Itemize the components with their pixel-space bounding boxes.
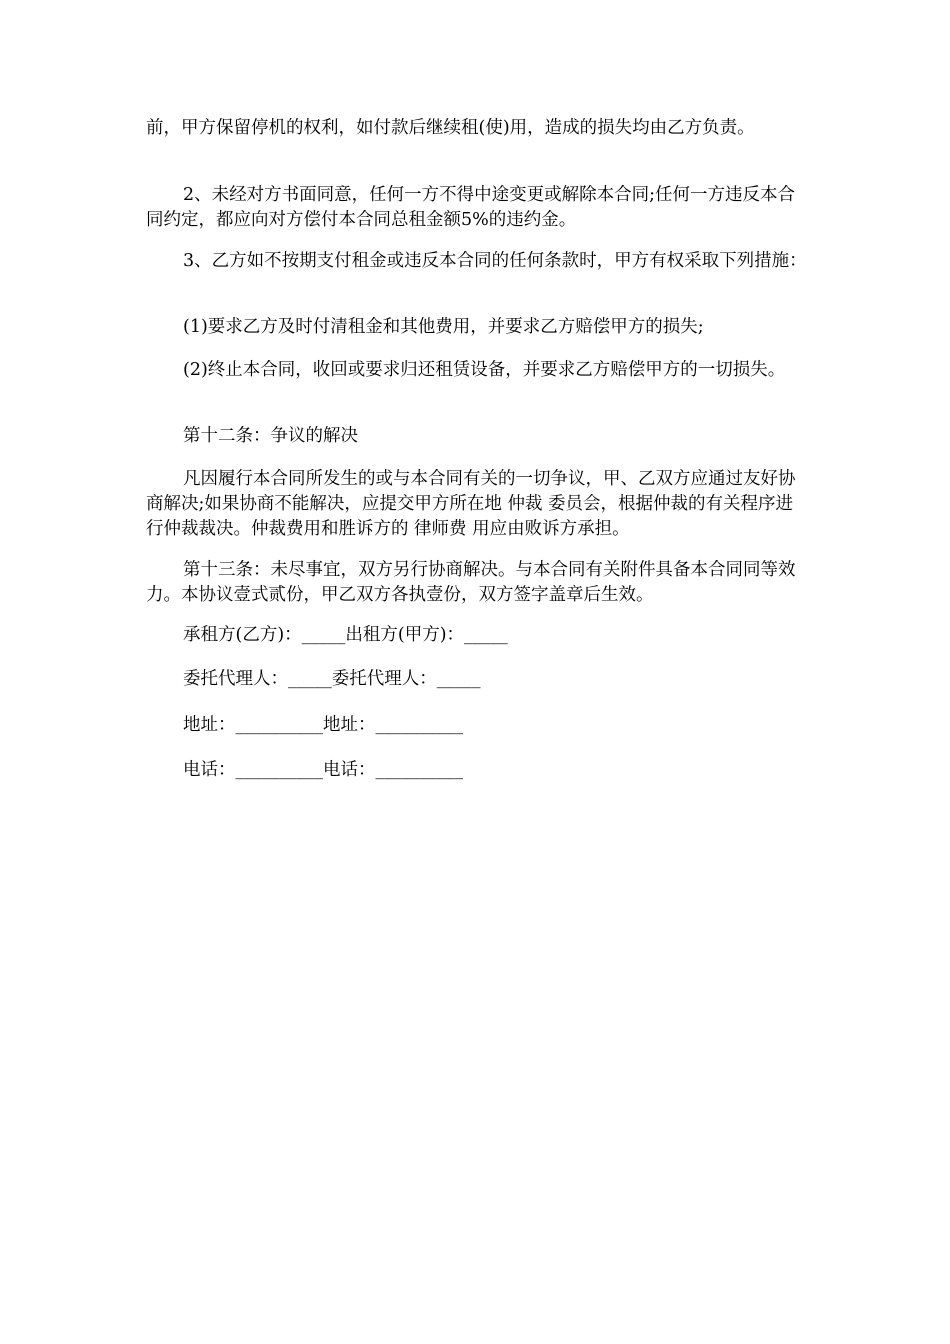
signature-agents-line: 委托代理人：_____委托代理人：_____ (183, 669, 481, 689)
paragraph-measure-2: (2)终止本合同，收回或要求归还租赁设备，并要求乙方赔偿甲方的一切损失。 (183, 360, 786, 380)
paragraph-clause-3: 3、乙方如不按期支付租金或违反本合同的任何条款时，甲方有权采取下列措施： (183, 251, 807, 271)
signature-address-line: 地址：__________地址：__________ (183, 715, 463, 735)
signature-parties-line: 承租方(乙方)：_____出租方(甲方)：_____ (183, 625, 508, 645)
paragraph-continuation: 前，甲方保留停机的权利，如付款后继续租(使)用，造成的损失均由乙方负责。 (146, 118, 755, 138)
paragraph-dispute-resolution: 凡因履行本合同所发生的或与本合同有关的一切争议，甲、乙双方应通过友好协商解决;如果协商不能解决，应提交甲方所在地 仲裁 委员会，根据仲裁的有关程序进行仲裁裁决。仲裁费用和胜诉方的 律师费 用应由败诉方承担。 (146, 469, 796, 539)
signature-phone-line: 电话：__________电话：__________ (183, 760, 463, 780)
article-12-heading: 第十二条：争议的解决 (183, 426, 358, 446)
paragraph-measure-1: (1)要求乙方及时付清租金和其他费用，并要求乙方赔偿甲方的损失; (183, 317, 704, 337)
article-13-paragraph: 第十三条：未尽事宜，双方另行协商解决。与本合同有关附件具备本合同同等效力。本协议壹式贰份，甲乙双方各执壹份，双方签字盖章后生效。 (146, 560, 796, 605)
paragraph-clause-2: 2、未经对方书面同意，任何一方不得中途变更或解除本合同;任何一方违反本合同约定，都应向对方偿付本合同总租金额5%的违约金。 (146, 185, 796, 230)
